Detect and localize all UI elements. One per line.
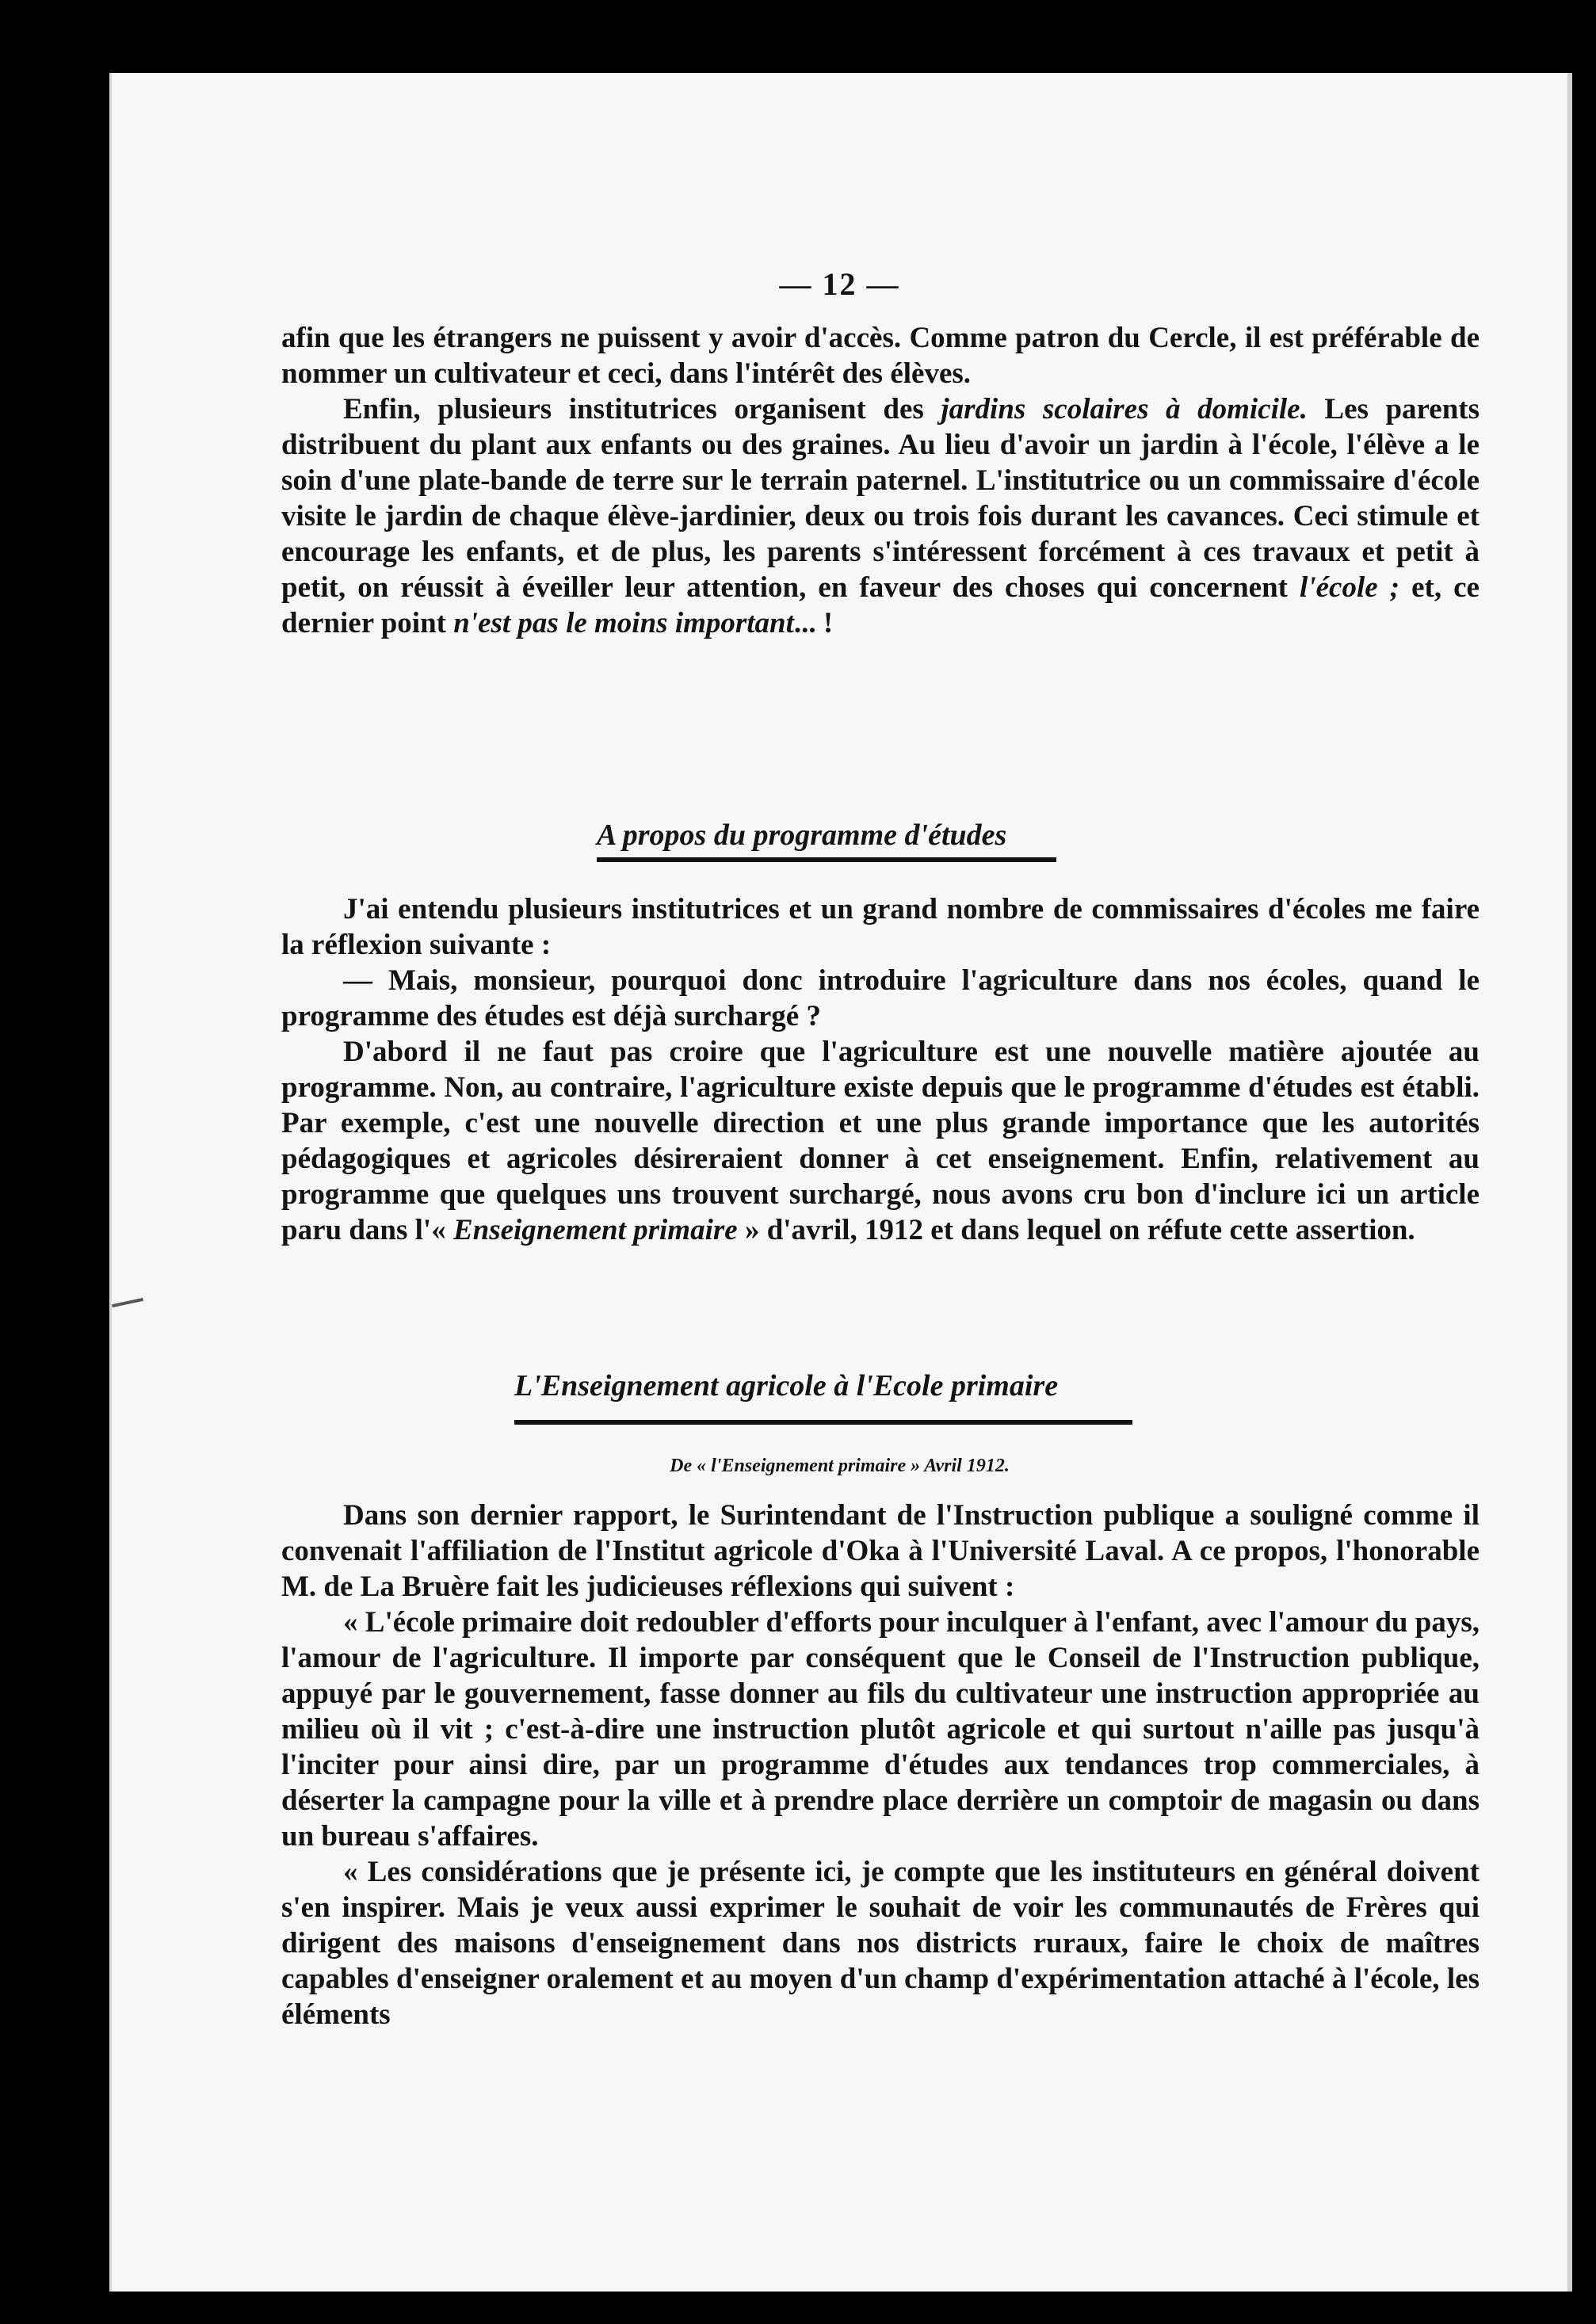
text-run: Les parents distribuent du plant aux enfants ou des graines. Au lieu d'avoir un jardin à l'école, l'élève a le soin d'une plate-bande de terre sur le terrain paternel. L'institutrice ou un commissaire d'école visite le jardin de chaque élève-jardinier, deux ou trois fois durant les cavances. Ceci stimule et encourage les enfants, et de plus, les parents s'intéressent forcément à ces travaux et petit à petit, on réussit à éveiller leur attention, en faveur des choses qui concernent [281, 393, 1480, 604]
paragraph-circle-patron: afin que les étrangers ne puissent y avoir d'accès. Comme patron du Cercle, il est préférable de nommer un cultivateur et ceci, dans l'intérêt des élèves. [281, 322, 1480, 390]
paragraph-quote-2: « Les considérations que je présente ici, je compte que les instituteurs en général doivent s'en inspirer. Mais je veux aussi exprimer le souhait de voir les communautés de Frères qui dirigent des maisons d'enseignement dans nos districts ruraux, faire le choix de maîtres capables d'enseigner oralement et au moyen d'un champ d'expérimentation attaché à l'école, les éléments [281, 1856, 1480, 2031]
text-run: D'abord il ne faut pas croire que l'agriculture est une nouvelle matière ajoutée au programme. Non, au contraire, l'agriculture existe depuis que le programme d'études est établi. Par exemple, c'est une nouvelle direction et une plus grande importance que les autorités pédagogiques et agricoles désireraient donner à cet enseignement. Enfin, relativement au programme que quelques uns trouvent surchargé, nous avons cru bon d'inclure ici un article paru dans l'« [281, 1036, 1480, 1246]
scanned-page [109, 73, 1572, 2292]
paragraph-quote-1: « L'école primaire doit redoubler d'efforts pour inculquer à l'enfant, avec l'amour du pays, l'amour de l'agriculture. Il importe par conséquent que le Conseil de l'Instruction publique, appuyé par le gouvernement, fasse donner au fils du cultivateur une instruction appropriée au milieu où il vit ; c'est-à-dire une instruction plutôt agricole et qui surtout n'aille pas jusqu'à l'inciter pour ainsi dire, par un programme d'études aux tendances trop commerciales, à déserter la campagne pour la ville et à prendre place derrière un comptoir de magasin ou dans un bureau s'affaires. [281, 1606, 1480, 1853]
italic-run: jardins scolaires à domicile. [941, 393, 1308, 425]
heading-underline [514, 1420, 1132, 1425]
text-run: et, ce dernier point [281, 571, 1480, 639]
section-heading-agricultural-teaching: L'Enseignement agricole à l'Ecole primaire [514, 1369, 1059, 1402]
section-programme [281, 891, 1480, 1248]
italic-run: Enseignement primaire [452, 1214, 738, 1246]
paragraph-reflection: J'ai entendu plusieurs institutrices et un grand nombre de commissaires d'écoles me faire la réflexion suivante : [281, 893, 1480, 961]
paragraph-question: — Mais, monsieur, pourquoi donc introduire l'agriculture dans nos écoles, quand le programme des études est déjà surchargé ? [281, 964, 1480, 1032]
text-run: Enfin, plusieurs institutrices organisent des [343, 393, 941, 425]
source-citation: De « l'Enseignement primaire » Avril 1912. [670, 1456, 1010, 1476]
heading-underline [597, 857, 1056, 862]
paragraph-home-gardens [281, 391, 1480, 641]
italic-run: l'école ; [1300, 571, 1400, 604]
scan-artifact [112, 1298, 143, 1307]
text-run: ... ! [793, 607, 834, 639]
page-number: — 12 — [779, 266, 900, 302]
section-heading-programme: A propos du programme d'études [597, 819, 1007, 852]
section-gardens [281, 320, 1480, 641]
italic-run: n'est pas le moins important [453, 607, 794, 639]
paragraph-report: Dans son dernier rapport, le Surintendant de l'Instruction publique a souligné comme il convenait l'affiliation de l'Institut agricole d'Oka à l'Université Laval. A ce propos, l'honorable M. de La Bruère fait les judicieuses réflexions qui suivent : [281, 1499, 1480, 1603]
paragraph-answer [281, 1034, 1480, 1248]
text-run: » d'avril, 1912 et dans lequel on réfute cette assertion. [737, 1214, 1415, 1246]
section-article [281, 1498, 1480, 2032]
